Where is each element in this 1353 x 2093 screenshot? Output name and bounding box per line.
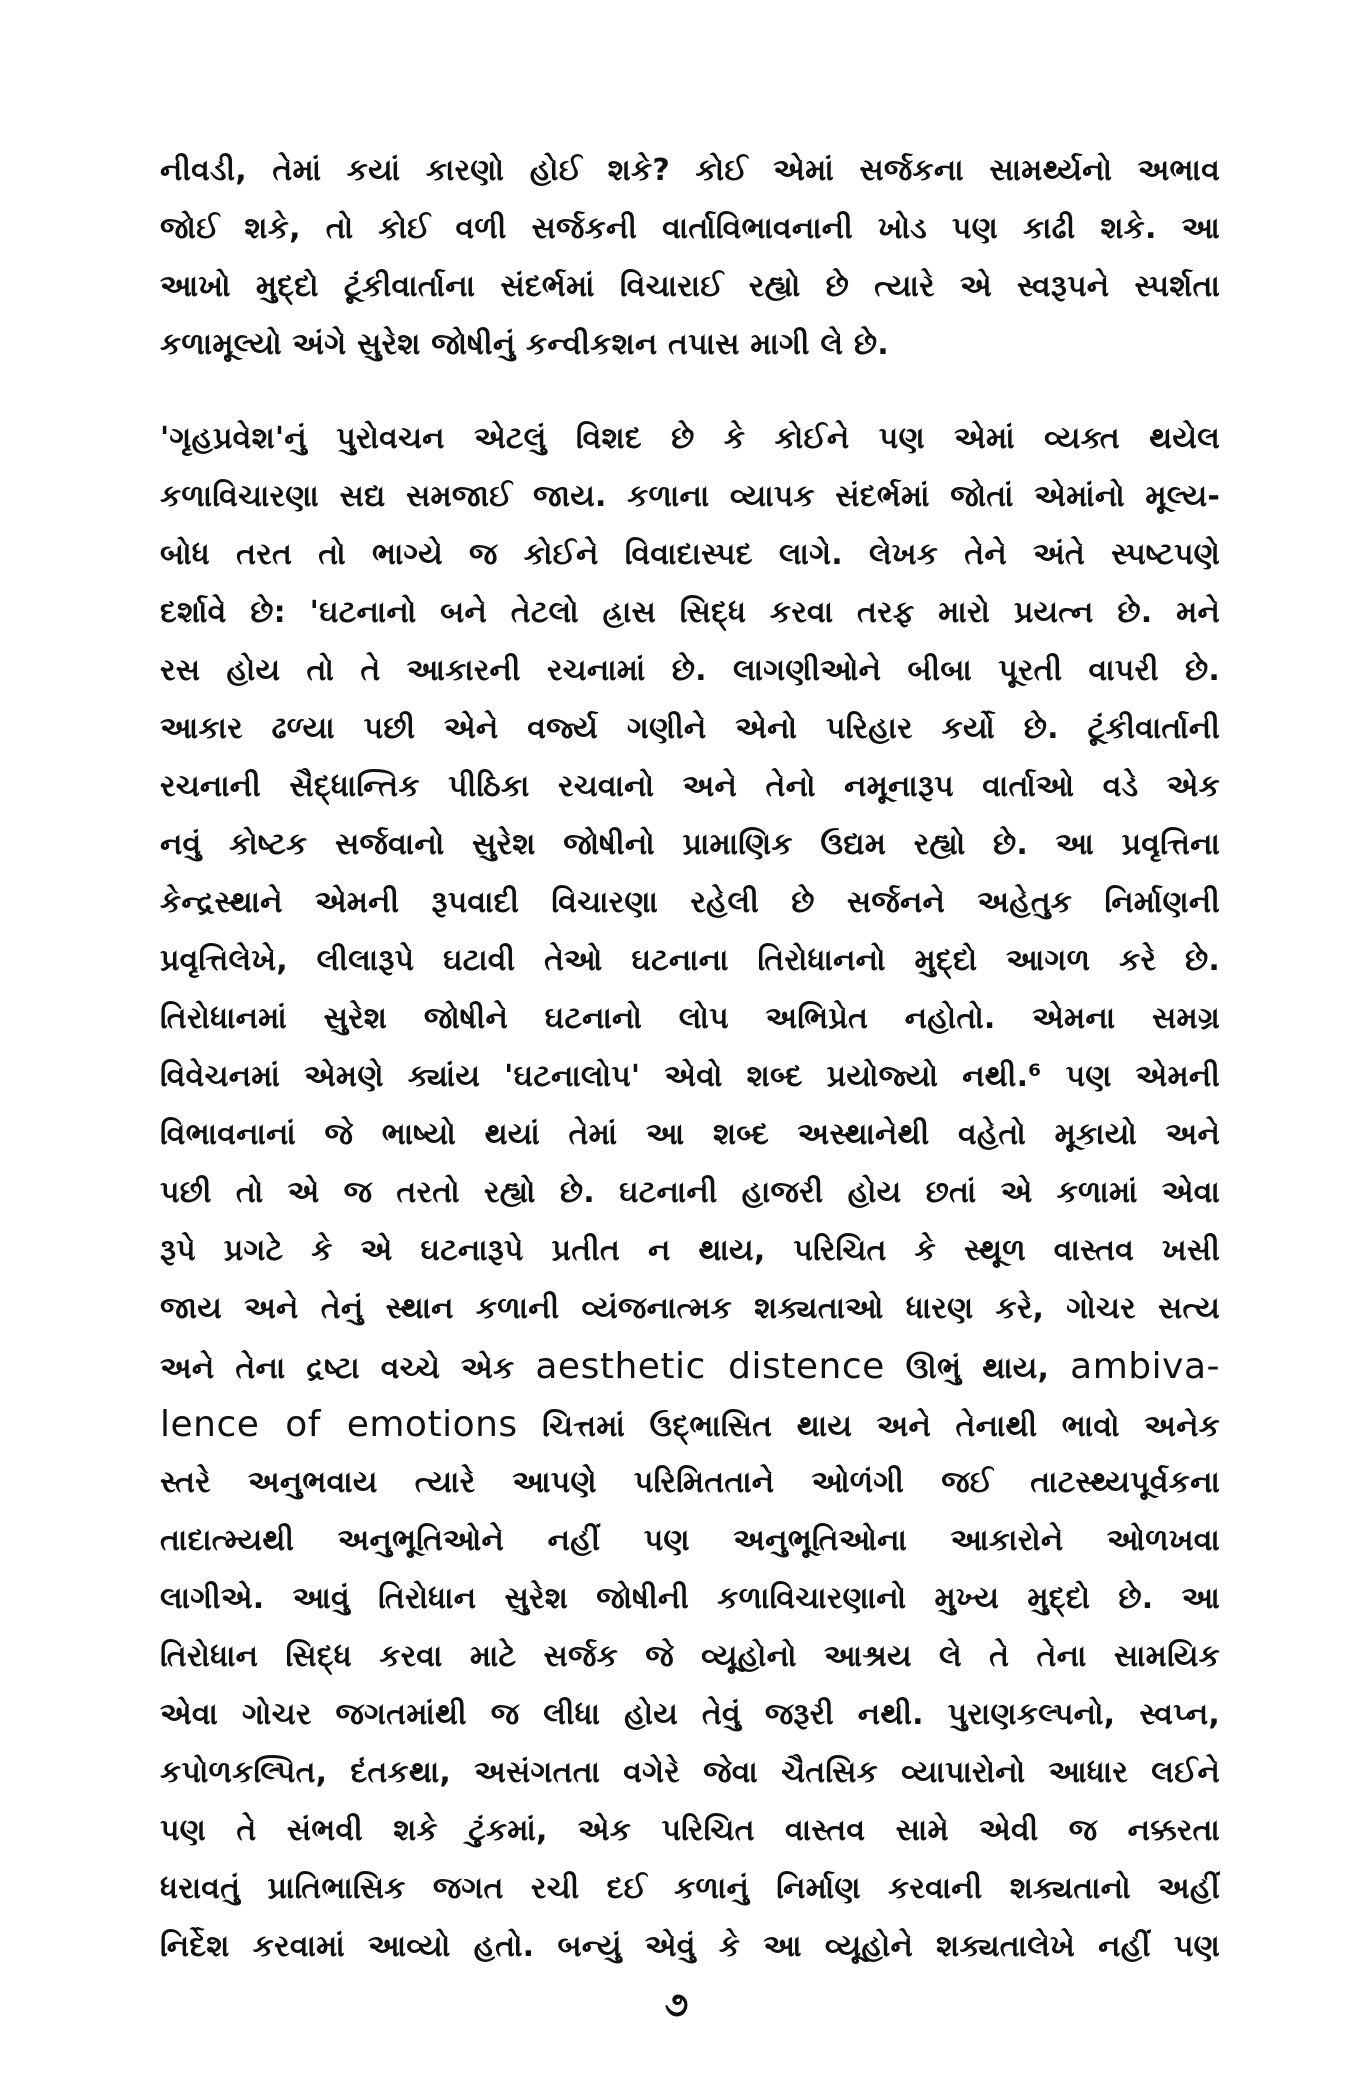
mixed-text-line bbox=[160, 1396, 1220, 1454]
text-line: રૂપે પ્રગટે કે એ ઘટનારૂપે પ્રતીત ન થાય, પરિચિત કે સ્થૂળ વાસ્તવ ખસી bbox=[160, 1233, 1220, 1268]
text-line: પણ તે સંભવી શકે ટુંકમાં, એક પરિચિત વાસ્તવ સામે એવી જ નક્કરતા bbox=[160, 1813, 1220, 1848]
latin-phrase: lence of emotions bbox=[160, 1404, 518, 1445]
text-line: કળાવિચારણા સદ્ય સમજાઈ જાય. કળાના વ્યાપક સંદર્ભમાં જોતાં એમાંનો મૂલ્ય- bbox=[160, 479, 1220, 514]
text-line: આખો મુદ્દો ટૂંકીવાર્તાના સંદર્ભમાં વિચારાઈ રહ્યો છે ત્યારે એ સ્વરૂપને સ્પર્શતા bbox=[160, 269, 1220, 304]
text-line: વિવેચનમાં એમણે ક્યાંય 'ઘટનાલોપ' એવો શબ્દ પ્રયોજ્યો નથી.⁶ પણ એમની bbox=[160, 1059, 1220, 1094]
text-line: દર્શાવે છે: 'ઘટનાનો બને તેટલો હ્રાસ સિદ્ધ કરવા તરફ મારો પ્રયત્ન છે. મને bbox=[160, 595, 1220, 630]
text-line: પ્રવૃત્તિલેખે, લીલારૂપે ઘટાવી તેઓ ઘટનાના તિરોધાનનો મુદ્દો આગળ કરે છે. bbox=[160, 943, 1220, 978]
text-line: રચનાની સૈદ્ધાન્તિક પીઠિકા રચવાનો અને તેનો નમૂનારૂપ વાર્તાઓ વડે એક bbox=[160, 769, 1220, 804]
text-line: નિર્દેશ કરવામાં આવ્યો હતો. બન્યું એવું કે આ વ્યૂહોને શક્યતાલેખે નહીં પણ bbox=[160, 1929, 1220, 1964]
text-line: જાય અને તેનું સ્થાન કળાની વ્યંજનાત્મક શક્યતાઓ ધારણ કરે, ગોચર સત્ય bbox=[160, 1291, 1220, 1326]
text-line: કળામૂલ્યો અંગે સુરેશ જોષીનું કન્વીકશન તપાસ માગી લે છે. bbox=[160, 327, 889, 362]
text-line: 'ગૃહપ્રવેશ'નું પુરોવચન એટલું વિશદ છે કે કોઈને પણ એમાં વ્યક્ત થયેલ bbox=[160, 421, 1220, 456]
text-segment: ઊભું થાય, bbox=[884, 1351, 1071, 1386]
text-line: લાગીએ. આવું તિરોધાન સુરેશ જોષીની કળાવિચારણાનો મુખ્ય મુદ્દો છે. આ bbox=[160, 1581, 1220, 1616]
text-line: કેન્દ્રસ્થાને એમની રૂપવાદી વિચારણા રહેલી છે સર્જનને અહેતુક નિર્માણની bbox=[160, 885, 1220, 920]
latin-phrase: aesthetic distence bbox=[535, 1346, 885, 1387]
text-segment: ચિત્તમાં ઉદ્ભાસિત થાય અને તેનાથી ભાવો અનેક bbox=[517, 1409, 1220, 1444]
latin-phrase: ambiva- bbox=[1070, 1346, 1220, 1387]
text-line: નવું કોષ્ટક સર્જવાનો સુરેશ જોષીનો પ્રામાણિક ઉદ્યમ રહ્યો છે. આ પ્રવૃત્તિના bbox=[160, 827, 1220, 862]
text-line: તિરોધાન સિદ્ધ કરવા માટે સર્જક જે વ્યૂહોનો આશ્રય લે તે તેના સામયિક bbox=[160, 1639, 1220, 1674]
text-line: બોધ તરત તો ભાગ્યે જ કોઈને વિવાદાસ્પદ લાગે. લેખક તેને અંતે સ્પષ્ટપણે bbox=[160, 537, 1220, 572]
text-line: વિભાવનાનાં જે ભાષ્યો થયાં તેમાં આ શબ્દ અસ્થાનેથી વહેતો મૂકાયો અને bbox=[160, 1117, 1220, 1152]
text-line: કપોળકલ્પિત, દંતકથા, અસંગતતા વગેરે જેવા ચૈતસિક વ્યાપારોનો આધાર લઈને bbox=[160, 1755, 1220, 1790]
text-line: તાદાત્મ્યથી અનુભૂતિઓને નહીં પણ અનુભૂતિઓના આકારોને ઓળખવા bbox=[160, 1523, 1220, 1558]
text-line: પછી તો એ જ તરતો રહ્યો છે. ઘટનાની હાજરી હોય છતાં એ કળામાં એવા bbox=[160, 1175, 1220, 1210]
text-line: તિરોધાનમાં સુરેશ જોષીને ઘટનાનો લોપ અભિપ્રેત નહોતો. એમના સમગ્ર bbox=[160, 1001, 1220, 1036]
text-line: સ્તરે અનુભવાય ત્યારે આપણે પરિમિતતાને ઓળંગી જઈ તાટસ્થ્યપૂર્વકના bbox=[160, 1465, 1220, 1500]
mixed-text-line bbox=[160, 1338, 1220, 1396]
text-line: આકાર ઢળ્યા પછી એને વર્જ્ય ગણીને એનો પરિહાર કર્યો છે. ટૂંકીવાર્તાની bbox=[160, 711, 1220, 746]
text-segment: અને તેના દ્રષ્ટા વચ્ચે એક bbox=[160, 1351, 536, 1386]
text-line: ધરાવતું પ્રાતિભાસિક જગત રચી દઈ કળાનું નિર્માણ કરવાની શક્યતાનો અહીં bbox=[160, 1871, 1220, 1906]
paragraph-2 bbox=[160, 410, 1220, 1976]
text-line: જોઈ શકે, તો કોઈ વળી સર્જકની વાર્તાવિભાવનાની ખોડ પણ કાઢી શકે. આ bbox=[160, 211, 1220, 246]
text-line: એવા ગોચર જગતમાંથી જ લીધા હોય તેવું જરૂરી નથી. પુરાણકલ્પનો, સ્વપ્ન, bbox=[160, 1697, 1220, 1732]
text-line: રસ હોય તો તે આકારની રચનામાં છે. લાગણીઓને બીબા પૂરતી વાપરી છે. bbox=[160, 653, 1220, 688]
text-line: નીવડી, તેમાં કયાં કારણો હોઈ શકે? કોઈ એમાં સર્જકના સામર્થ્યનો અભાવ bbox=[160, 153, 1220, 188]
paragraph-1 bbox=[160, 142, 1220, 374]
page-number: ૭ bbox=[664, 1985, 689, 2025]
